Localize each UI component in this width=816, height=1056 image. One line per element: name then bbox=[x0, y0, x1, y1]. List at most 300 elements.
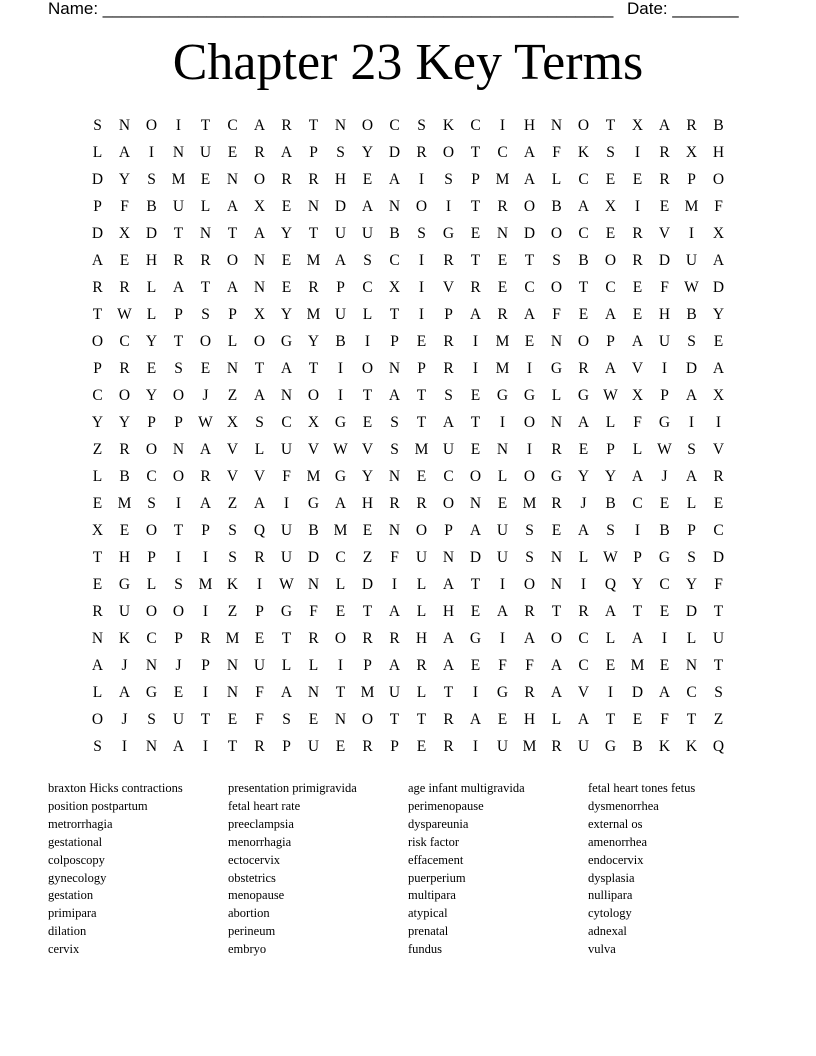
grid-letter: E bbox=[92, 576, 103, 593]
grid-letter: U bbox=[307, 738, 320, 755]
grid-letter: V bbox=[226, 468, 239, 485]
grid-letter: C bbox=[713, 522, 724, 539]
grid-letter: T bbox=[578, 279, 589, 296]
grid-letter: F bbox=[660, 711, 669, 728]
grid-letter: I bbox=[499, 576, 506, 593]
grid-letter: E bbox=[659, 603, 670, 620]
grid-letter: P bbox=[147, 549, 156, 566]
grid-letter: C bbox=[659, 576, 670, 593]
grid-letter: R bbox=[281, 171, 292, 188]
grid-letter: O bbox=[226, 252, 239, 269]
grid-letter: I bbox=[526, 441, 533, 458]
word-bank-term: dilation bbox=[48, 924, 87, 939]
word-bank-term: menopause bbox=[228, 888, 285, 903]
word-bank-term: cytology bbox=[588, 906, 632, 921]
grid-letter: B bbox=[551, 198, 562, 215]
grid-letter: I bbox=[580, 576, 587, 593]
grid-letter: M bbox=[360, 684, 375, 701]
grid-letter: G bbox=[658, 414, 671, 431]
grid-letter: R bbox=[443, 333, 454, 350]
grid-letter: N bbox=[172, 441, 185, 458]
grid-letter: L bbox=[551, 711, 562, 728]
grid-letter: A bbox=[388, 387, 401, 404]
grid-letter: E bbox=[551, 522, 562, 539]
grid-letter: E bbox=[497, 252, 508, 269]
grid-letter: H bbox=[118, 549, 131, 566]
grid-letter: L bbox=[551, 387, 562, 404]
grid-letter: S bbox=[687, 441, 696, 458]
grid-letter: X bbox=[604, 198, 617, 215]
grid-row bbox=[84, 139, 732, 166]
word-bank-term: vulva bbox=[588, 942, 616, 957]
word-bank-term: preeclampsia bbox=[228, 816, 294, 831]
grid-letter: T bbox=[227, 225, 238, 242]
grid-letter: E bbox=[497, 495, 508, 512]
grid-letter: V bbox=[253, 468, 266, 485]
grid-letter: O bbox=[361, 360, 374, 377]
grid-row bbox=[84, 301, 732, 328]
grid-letter: T bbox=[524, 252, 535, 269]
grid-letter: Z bbox=[362, 549, 373, 566]
grid-letter: I bbox=[661, 630, 668, 647]
grid-letter: O bbox=[550, 279, 563, 296]
grid-letter: O bbox=[145, 441, 158, 458]
grid-letter: L bbox=[686, 630, 697, 647]
grid-letter: O bbox=[577, 333, 590, 350]
grid-letter: R bbox=[200, 468, 211, 485]
word-bank-term: menorrhagia bbox=[228, 834, 292, 849]
grid-letter: Z bbox=[227, 603, 238, 620]
grid-letter: S bbox=[201, 306, 210, 323]
grid-letter: X bbox=[388, 279, 401, 296]
grid-letter: N bbox=[334, 117, 347, 134]
grid-letter: T bbox=[362, 387, 373, 404]
grid-letter: I bbox=[715, 414, 722, 431]
grid-row bbox=[84, 382, 732, 409]
grid-row bbox=[84, 490, 732, 517]
grid-row bbox=[84, 436, 732, 463]
grid-letter: G bbox=[442, 225, 455, 242]
grid-letter: M bbox=[495, 333, 510, 350]
grid-letter: F bbox=[633, 414, 642, 431]
grid-letter: E bbox=[119, 522, 130, 539]
word-bank-term: age infant multigravida bbox=[408, 781, 525, 795]
grid-letter: G bbox=[469, 630, 482, 647]
grid-letter: M bbox=[414, 441, 429, 458]
grid-letter: T bbox=[713, 657, 724, 674]
grid-letter: B bbox=[119, 468, 130, 485]
grid-letter: I bbox=[472, 333, 479, 350]
grid-letter: D bbox=[658, 252, 671, 269]
grid-letter: I bbox=[688, 414, 695, 431]
grid-letter: N bbox=[496, 225, 509, 242]
grid-letter: R bbox=[254, 738, 265, 755]
grid-letter: C bbox=[443, 468, 454, 485]
grid-letter: E bbox=[659, 495, 670, 512]
grid-letter: L bbox=[92, 684, 103, 701]
grid-letter: E bbox=[470, 603, 481, 620]
grid-letter: A bbox=[253, 225, 266, 242]
grid-letter: A bbox=[199, 441, 212, 458]
grid-letter: R bbox=[173, 252, 184, 269]
grid-letter: T bbox=[308, 117, 319, 134]
grid-row bbox=[84, 328, 732, 355]
grid-letter: K bbox=[442, 117, 455, 134]
grid-letter: H bbox=[361, 495, 374, 512]
grid-letter: U bbox=[118, 603, 131, 620]
grid-letter: L bbox=[605, 414, 616, 431]
word-bank bbox=[48, 780, 768, 959]
word-bank-term: external os bbox=[588, 816, 643, 831]
grid-letter: T bbox=[470, 576, 481, 593]
grid-letter: J bbox=[175, 657, 182, 674]
grid-letter: T bbox=[92, 306, 103, 323]
grid-letter: T bbox=[470, 252, 481, 269]
grid-letter: A bbox=[388, 171, 401, 188]
grid-letter: S bbox=[390, 414, 399, 431]
grid-letter: E bbox=[416, 333, 427, 350]
grid-letter: T bbox=[389, 306, 400, 323]
grid-letter: O bbox=[199, 333, 212, 350]
grid-letter: L bbox=[362, 306, 373, 323]
grid-letter: I bbox=[499, 117, 506, 134]
grid-letter: K bbox=[226, 576, 239, 593]
grid-letter: E bbox=[632, 711, 643, 728]
grid-letter: N bbox=[388, 198, 401, 215]
grid-letter: O bbox=[415, 198, 428, 215]
grid-letter: B bbox=[632, 738, 643, 755]
grid-letter: I bbox=[148, 144, 155, 161]
grid-letter: N bbox=[172, 144, 185, 161]
grid-letter: L bbox=[632, 441, 643, 458]
grid-letter: N bbox=[226, 684, 239, 701]
grid-letter: I bbox=[418, 171, 425, 188]
grid-letter: N bbox=[118, 117, 131, 134]
grid-letter: F bbox=[714, 198, 723, 215]
grid-letter: S bbox=[444, 171, 453, 188]
grid-letter: X bbox=[685, 144, 698, 161]
grid-letter: C bbox=[686, 684, 697, 701]
grid-letter: R bbox=[308, 630, 319, 647]
grid-letter: E bbox=[578, 306, 589, 323]
grid-letter: P bbox=[174, 306, 183, 323]
grid-letter: E bbox=[362, 522, 373, 539]
grid-letter: F bbox=[282, 468, 291, 485]
grid-letter: C bbox=[578, 225, 589, 242]
grid-letter: E bbox=[632, 171, 643, 188]
grid-letter: R bbox=[389, 495, 400, 512]
grid-letter: W bbox=[657, 441, 672, 458]
grid-letter: G bbox=[550, 468, 563, 485]
grid-letter: T bbox=[443, 684, 454, 701]
grid-letter: L bbox=[227, 333, 238, 350]
grid-letter: P bbox=[417, 360, 426, 377]
grid-letter: I bbox=[634, 198, 641, 215]
grid-letter: A bbox=[550, 684, 563, 701]
grid-row bbox=[84, 355, 732, 382]
grid-letter: A bbox=[118, 684, 131, 701]
grid-letter: A bbox=[91, 657, 104, 674]
grid-letter: I bbox=[688, 225, 695, 242]
grid-letter: A bbox=[469, 306, 482, 323]
grid-letter: I bbox=[499, 630, 506, 647]
grid-letter: H bbox=[523, 117, 536, 134]
grid-letter: Z bbox=[227, 495, 238, 512]
grid-letter: A bbox=[577, 198, 590, 215]
word-bank-term: puerperium bbox=[408, 870, 466, 885]
grid-letter: I bbox=[445, 198, 452, 215]
grid-letter: R bbox=[308, 171, 319, 188]
grid-letter: T bbox=[470, 198, 481, 215]
grid-letter: U bbox=[172, 711, 185, 728]
grid-letter: A bbox=[523, 630, 536, 647]
grid-letter: R bbox=[119, 360, 130, 377]
grid-letter: D bbox=[631, 684, 644, 701]
grid-letter: L bbox=[281, 657, 292, 674]
grid-letter: T bbox=[200, 711, 211, 728]
grid-letter: Z bbox=[713, 711, 724, 728]
grid-letter: Y bbox=[145, 333, 158, 350]
grid-letter: G bbox=[334, 468, 347, 485]
grid-letter: E bbox=[632, 306, 643, 323]
grid-letter: S bbox=[174, 360, 183, 377]
word-bank-term: atypical bbox=[408, 906, 448, 921]
word-bank-term: gestational bbox=[48, 834, 103, 849]
grid-letter: B bbox=[308, 522, 319, 539]
grid-letter: Y bbox=[577, 468, 590, 485]
grid-letter: O bbox=[307, 387, 320, 404]
grid-letter: P bbox=[390, 738, 399, 755]
grid-letter: L bbox=[146, 576, 157, 593]
grid-letter: B bbox=[713, 117, 724, 134]
grid-letter: R bbox=[362, 738, 373, 755]
grid-letter: N bbox=[388, 468, 401, 485]
grid-letter: N bbox=[145, 657, 158, 674]
grid-letter: T bbox=[713, 603, 724, 620]
grid-letter: E bbox=[227, 144, 238, 161]
grid-letter: J bbox=[121, 711, 128, 728]
grid-letter: X bbox=[712, 225, 725, 242]
grid-letter: E bbox=[470, 657, 481, 674]
grid-letter: P bbox=[471, 171, 480, 188]
grid-letter: C bbox=[146, 630, 157, 647]
word-bank-column bbox=[48, 780, 228, 959]
grid-letter: C bbox=[632, 495, 643, 512]
grid-letter: R bbox=[524, 684, 535, 701]
header bbox=[48, 0, 748, 20]
grid-letter: C bbox=[605, 279, 616, 296]
grid-letter: A bbox=[280, 144, 293, 161]
grid-letter: V bbox=[658, 225, 671, 242]
grid-letter: N bbox=[91, 630, 104, 647]
grid-letter: S bbox=[525, 549, 534, 566]
grid-letter: E bbox=[335, 738, 346, 755]
grid-letter: M bbox=[198, 576, 213, 593]
grid-row bbox=[84, 220, 732, 247]
grid-letter: S bbox=[147, 711, 156, 728]
grid-letter: I bbox=[283, 495, 290, 512]
grid-letter: O bbox=[712, 171, 725, 188]
grid-letter: I bbox=[607, 684, 614, 701]
grid-letter: N bbox=[199, 225, 212, 242]
grid-letter: R bbox=[443, 738, 454, 755]
grid-letter: D bbox=[145, 225, 158, 242]
grid-letter: R bbox=[119, 279, 130, 296]
grid-letter: Z bbox=[227, 387, 238, 404]
grid-letter: A bbox=[631, 333, 644, 350]
grid-letter: S bbox=[228, 549, 237, 566]
grid-letter: L bbox=[551, 171, 562, 188]
grid-letter: U bbox=[253, 657, 266, 674]
grid-letter: O bbox=[469, 468, 482, 485]
grid-letter: J bbox=[580, 495, 587, 512]
grid-letter: R bbox=[551, 738, 562, 755]
grid-letter: C bbox=[146, 468, 157, 485]
grid-letter: E bbox=[578, 441, 589, 458]
grid-letter: M bbox=[333, 522, 348, 539]
grid-letter: R bbox=[443, 711, 454, 728]
grid-letter: X bbox=[118, 225, 131, 242]
grid-letter: F bbox=[660, 279, 669, 296]
grid-letter: S bbox=[444, 387, 453, 404]
grid-row bbox=[84, 409, 732, 436]
grid-letter: S bbox=[255, 414, 264, 431]
grid-letter: O bbox=[172, 603, 185, 620]
grid-letter: R bbox=[254, 549, 265, 566]
grid-letter: E bbox=[605, 171, 616, 188]
grid-letter: S bbox=[282, 711, 291, 728]
grid-letter: O bbox=[361, 117, 374, 134]
grid-letter: S bbox=[93, 117, 102, 134]
grid-letter: W bbox=[684, 279, 699, 296]
grid-letter: W bbox=[117, 306, 132, 323]
word-bank-term: dysplasia bbox=[588, 870, 635, 885]
grid-letter: T bbox=[416, 711, 427, 728]
grid-letter: V bbox=[226, 441, 239, 458]
grid-letter: T bbox=[227, 738, 238, 755]
grid-letter: E bbox=[605, 657, 616, 674]
grid-letter: M bbox=[522, 738, 537, 755]
grid-letter: G bbox=[604, 738, 617, 755]
grid-letter: W bbox=[279, 576, 294, 593]
grid-letter: E bbox=[659, 657, 670, 674]
grid-letter: O bbox=[523, 576, 536, 593]
word-bank-term: effacement bbox=[408, 852, 464, 867]
grid-letter: L bbox=[335, 576, 346, 593]
word-bank-term: perineum bbox=[228, 924, 276, 939]
grid-letter: N bbox=[469, 495, 482, 512]
grid-row bbox=[84, 733, 732, 760]
word-bank-term: metrorrhagia bbox=[48, 816, 113, 831]
grid-letter: I bbox=[472, 360, 479, 377]
grid-letter: U bbox=[334, 225, 347, 242]
grid-letter: E bbox=[497, 711, 508, 728]
grid-letter: L bbox=[416, 684, 427, 701]
grid-letter: R bbox=[92, 603, 103, 620]
grid-letter: N bbox=[442, 549, 455, 566]
grid-letter: T bbox=[200, 117, 211, 134]
grid-letter: D bbox=[523, 225, 536, 242]
grid-letter: S bbox=[714, 684, 723, 701]
grid-letter: A bbox=[253, 117, 266, 134]
grid-letter: D bbox=[388, 144, 401, 161]
grid-letter: F bbox=[255, 684, 264, 701]
grid-letter: U bbox=[658, 333, 671, 350]
grid-letter: Z bbox=[92, 441, 103, 458]
grid-letter: G bbox=[118, 576, 131, 593]
grid-letter: A bbox=[280, 360, 293, 377]
grid-letter: Y bbox=[307, 333, 320, 350]
page-title: Chapter 23 Key Terms bbox=[172, 34, 644, 91]
grid-letter: N bbox=[550, 549, 563, 566]
grid-letter: N bbox=[550, 333, 563, 350]
grid-letter: N bbox=[550, 414, 563, 431]
grid-letter: P bbox=[444, 522, 453, 539]
grid-letter: H bbox=[415, 630, 428, 647]
grid-letter: E bbox=[497, 279, 508, 296]
grid-letter: E bbox=[227, 711, 238, 728]
grid-letter: T bbox=[470, 414, 481, 431]
grid-letter: O bbox=[361, 711, 374, 728]
grid-letter: U bbox=[280, 441, 293, 458]
grid-letter: I bbox=[175, 495, 182, 512]
grid-letter: U bbox=[361, 225, 374, 242]
grid-letter: M bbox=[522, 495, 537, 512]
grid-letter: A bbox=[631, 630, 644, 647]
grid-letter: X bbox=[91, 522, 104, 539]
grid-row bbox=[84, 247, 732, 274]
grid-letter: T bbox=[308, 225, 319, 242]
grid-letter: S bbox=[363, 252, 372, 269]
grid-letter: O bbox=[145, 522, 158, 539]
grid-letter: E bbox=[713, 333, 724, 350]
grid-letter: E bbox=[362, 414, 373, 431]
grid-letter: I bbox=[391, 576, 398, 593]
grid-letter: P bbox=[444, 306, 453, 323]
grid-letter: C bbox=[578, 171, 589, 188]
grid-letter: R bbox=[281, 117, 292, 134]
grid-letter: X bbox=[631, 117, 644, 134]
grid-letter: N bbox=[226, 657, 239, 674]
grid-letter: E bbox=[335, 603, 346, 620]
grid-letter: P bbox=[174, 630, 183, 647]
grid-letter: P bbox=[363, 657, 372, 674]
grid-letter: O bbox=[523, 414, 536, 431]
grid-letter: A bbox=[226, 198, 239, 215]
grid-letter: N bbox=[496, 441, 509, 458]
grid-letter: U bbox=[685, 252, 698, 269]
word-bank-term: embryo bbox=[228, 942, 267, 957]
grid-letter: I bbox=[202, 684, 209, 701]
grid-letter: L bbox=[605, 630, 616, 647]
grid-letter: D bbox=[334, 198, 347, 215]
grid-letter: T bbox=[92, 549, 103, 566]
grid-letter: A bbox=[172, 738, 185, 755]
grid-letter: T bbox=[254, 360, 265, 377]
grid-letter: Y bbox=[685, 576, 698, 593]
grid-letter: M bbox=[171, 171, 186, 188]
grid-letter: U bbox=[496, 522, 509, 539]
grid-letter: C bbox=[335, 549, 346, 566]
grid-letter: A bbox=[442, 414, 455, 431]
word-bank-term: fundus bbox=[408, 942, 443, 957]
grid-letter: R bbox=[578, 603, 589, 620]
grid-letter: L bbox=[497, 468, 508, 485]
grid-letter: W bbox=[603, 387, 618, 404]
word-bank-term: presentation primigravida bbox=[228, 781, 357, 795]
grid-letter: N bbox=[388, 522, 401, 539]
grid-letter: U bbox=[496, 738, 509, 755]
